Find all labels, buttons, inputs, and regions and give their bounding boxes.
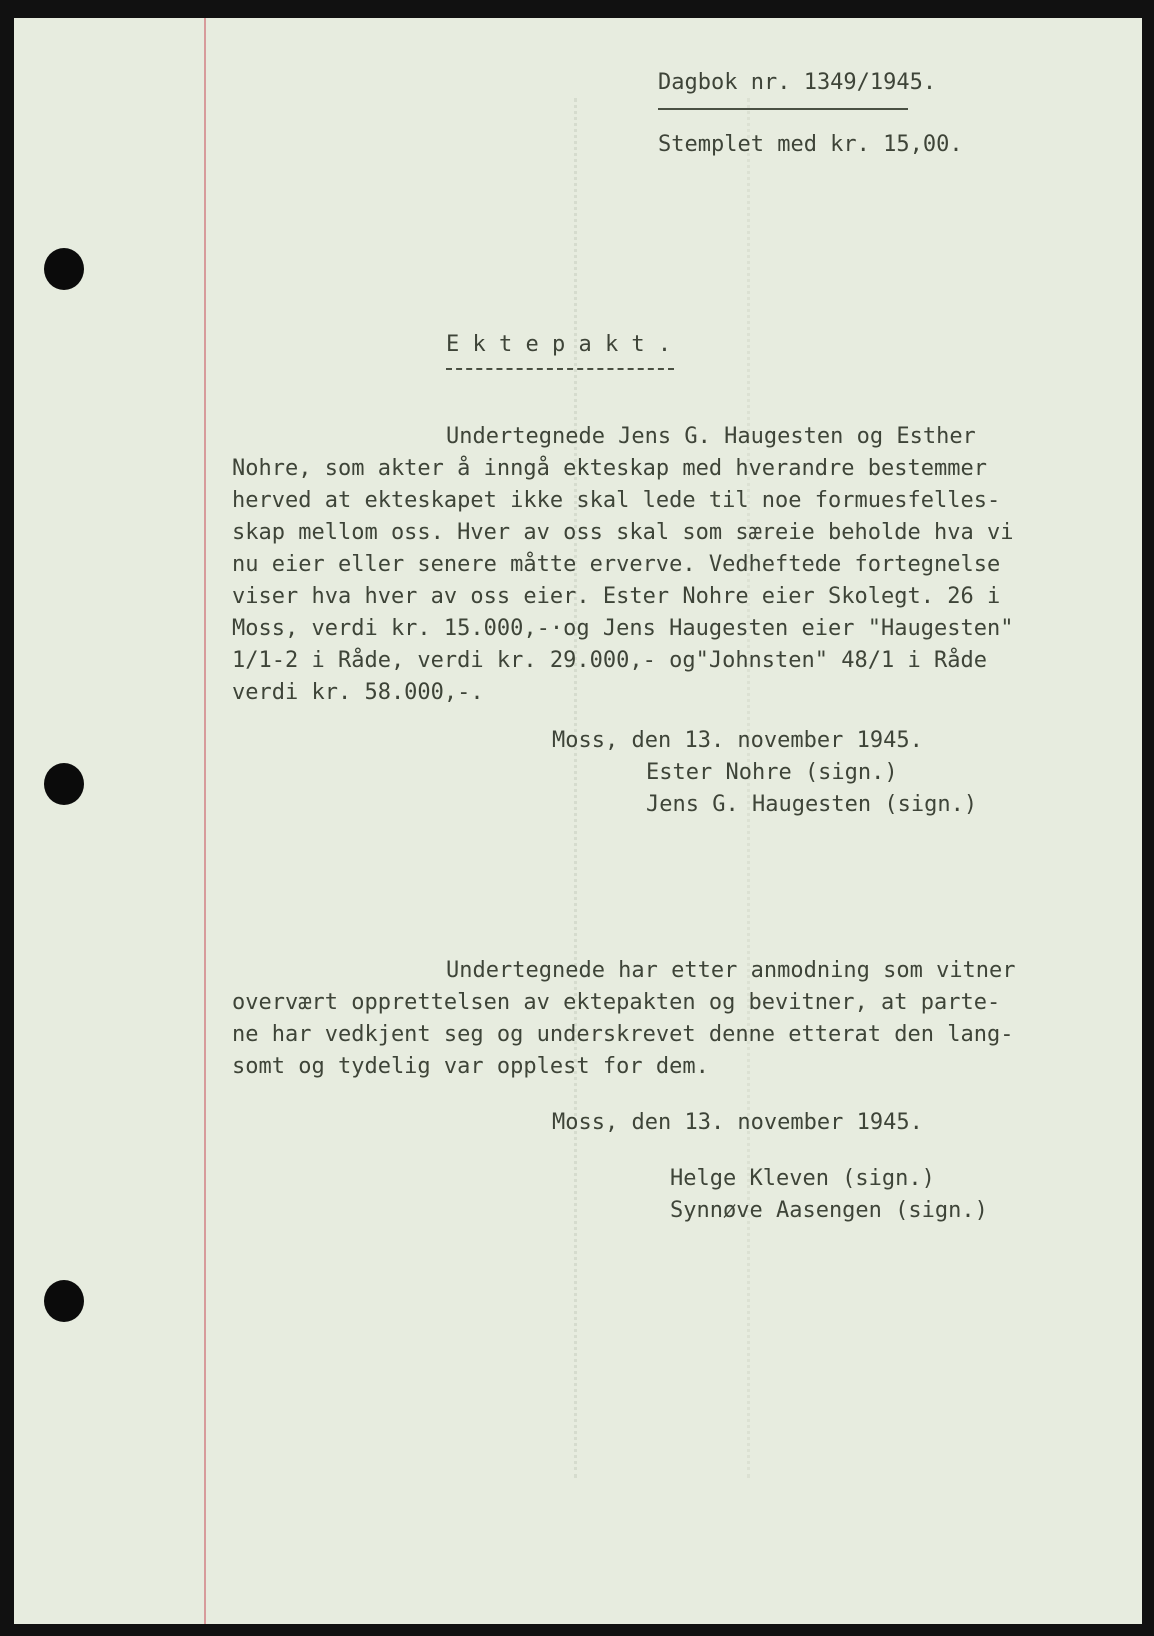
body-line: nu eier eller senere måtte erverve. Vedheftede fortegnelse <box>232 552 1001 577</box>
body-line: 1/1-2 i Råde, verdi kr. 29.000,- og"Johnsten" 48/1 i Råde <box>232 648 987 673</box>
signature-line: Jens G. Haugesten (sign.) <box>646 792 978 817</box>
signature-line: Ester Nohre (sign.) <box>646 760 898 785</box>
witness-line: somt og tydelig var opplest for dem. <box>232 1054 709 1079</box>
document-title: E k t e p a k t . <box>446 332 672 357</box>
signature-line: Synnøve Aasengen (sign.) <box>670 1198 988 1223</box>
punch-hole <box>44 763 84 805</box>
body-line: herved at ekteskapet ikke skal lede til noe formuesfelles- <box>232 488 1001 513</box>
witness-line: ne har vedkjent seg og underskrevet denne etterat den lang- <box>232 1022 1014 1047</box>
title-underline <box>446 368 674 370</box>
body-line: Undertegnede Jens G. Haugesten og Esther <box>446 424 976 449</box>
dagbok-underline <box>658 108 908 110</box>
witness-line: Undertegnede har etter anmodning som vitner <box>446 958 1016 983</box>
place-date: Moss, den 13. november 1945. <box>552 1110 923 1135</box>
stamp-fee: Stemplet med kr. 15,00. <box>658 132 963 157</box>
body-line: viser hva hver av oss eier. Ester Nohre eier Skolegt. 26 i <box>232 584 1001 609</box>
place-date: Moss, den 13. november 1945. <box>552 728 923 753</box>
stamp-watermark <box>574 98 750 1478</box>
body-line: verdi kr. 58.000,-. <box>232 680 484 705</box>
document-page <box>14 18 1142 1624</box>
margin-line <box>204 18 206 1624</box>
witness-line: overvært opprettelsen av ektepakten og bevitner, at parte- <box>232 990 1001 1015</box>
punch-hole <box>44 248 84 290</box>
body-line: skap mellom oss. Hver av oss skal som særeie beholde hva vi <box>232 520 1014 545</box>
body-line: Nohre, som akter å inngå ekteskap med hverandre bestemmer <box>232 456 987 481</box>
body-line: Moss, verdi kr. 15.000,-·og Jens Haugesten eier "Haugesten" <box>232 616 1014 641</box>
signature-line: Helge Kleven (sign.) <box>670 1166 935 1191</box>
dagbok-number: Dagbok nr. 1349/1945. <box>658 70 937 95</box>
punch-hole <box>44 1280 84 1322</box>
